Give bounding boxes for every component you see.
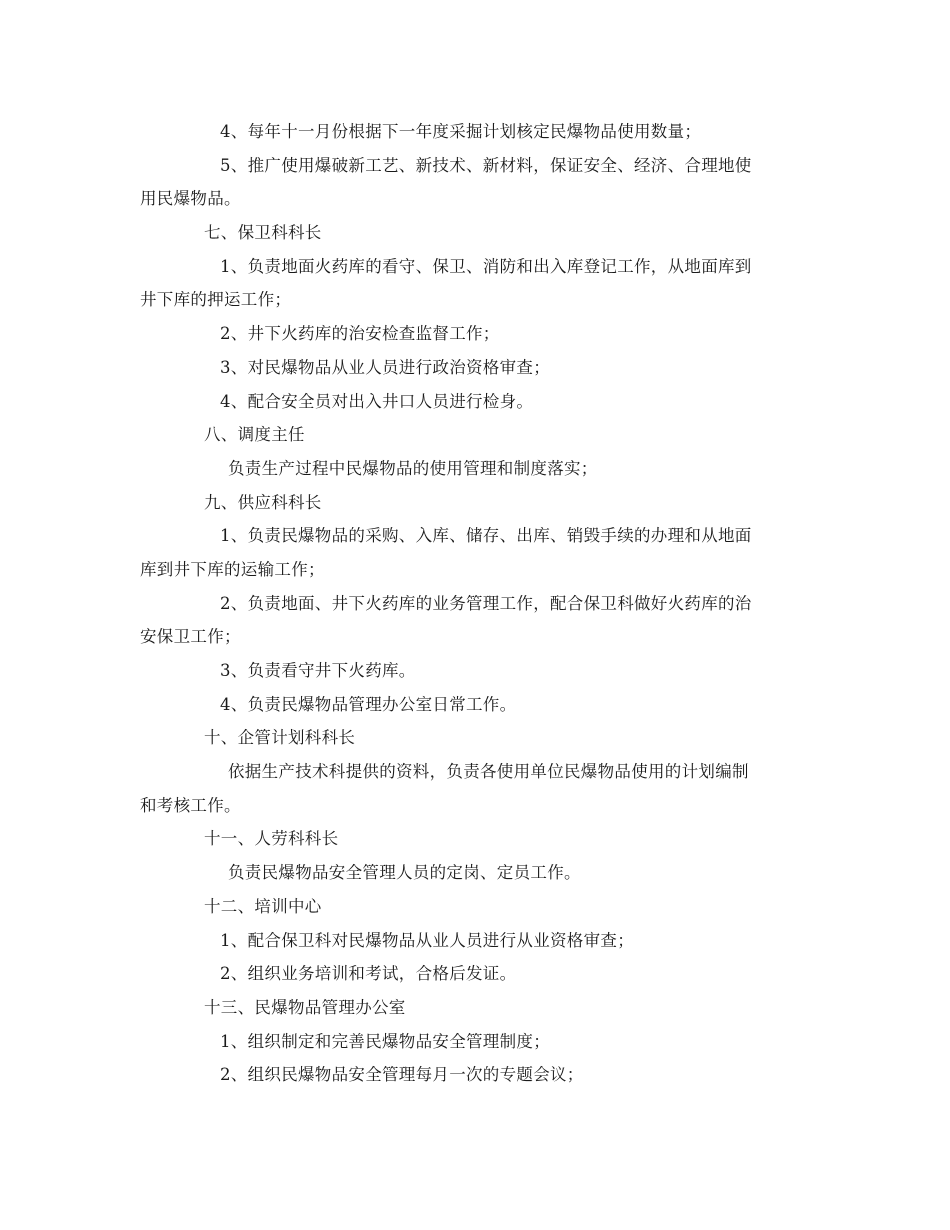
text-line: 3、负责看守井下火药库。 — [220, 661, 416, 680]
text-line: 库到井下库的运输工作； — [140, 559, 325, 579]
text-line: 4、每年十一月份根据下一年度采掘计划核定民爆物品使用数量； — [220, 122, 702, 141]
text-line: 4、负责民爆物品管理办公室日常工作。 — [220, 694, 517, 714]
text-line: 九、供应科科长 — [204, 492, 322, 512]
text-line: 十三、民爆物品管理办公室 — [204, 997, 406, 1017]
text-line: 和考核工作。 — [140, 795, 241, 815]
text-line: 2、井下火药库的治安检查监督工作； — [220, 324, 500, 344]
text-line: 八、调度主任 — [204, 425, 305, 445]
text-line: 2、负责地面、井下火药库的业务管理工作，配合保卫科做好火药库的治 — [220, 593, 752, 613]
text-line: 3、对民爆物品从业人员进行政治资格审查； — [220, 357, 550, 377]
text-line: 井下库的押运工作； — [140, 290, 292, 310]
text-line: 5、推广使用爆破新工艺、新技术、新材料，保证安全、经济、合理地使 — [220, 155, 752, 175]
text-line: 十一、人劳科科长 — [204, 829, 339, 849]
text-line: 2、组织业务培训和考试，合格后发证。 — [220, 964, 517, 984]
text-line: 4、配合安全员对出入井口人员进行检身。 — [220, 391, 534, 411]
text-line: 负责生产过程中民爆物品的使用管理和制度落实； — [228, 458, 598, 478]
text-line: 用民爆物品。 — [140, 189, 241, 209]
text-line: 2、组织民爆物品安全管理每月一次的专题会议； — [220, 1065, 584, 1085]
text-line: 七、保卫科科长 — [204, 223, 322, 243]
text-line: 负责民爆物品安全管理人员的定岗、定员工作。 — [228, 863, 581, 883]
text-line: 十、企管计划科科长 — [204, 728, 356, 748]
text-line: 十二、培训中心 — [204, 896, 322, 916]
text-line: 1、配合保卫科对民爆物品从业人员进行从业资格审查； — [220, 930, 634, 950]
text-line: 安保卫工作； — [140, 627, 241, 647]
text-line: 依据生产技术科提供的资料，负责各使用单位民爆物品使用的计划编制 — [228, 762, 749, 782]
document-body — [140, 115, 812, 1092]
text-line: 1、组织制定和完善民爆物品安全管理制度； — [220, 1031, 550, 1051]
text-line: 1、负责民爆物品的采购、入库、储存、出库、销毁手续的办理和从地面 — [220, 526, 752, 546]
text-line: 1、负责地面火药库的看守、保卫、消防和出入库登记工作，从地面库到 — [220, 256, 752, 276]
